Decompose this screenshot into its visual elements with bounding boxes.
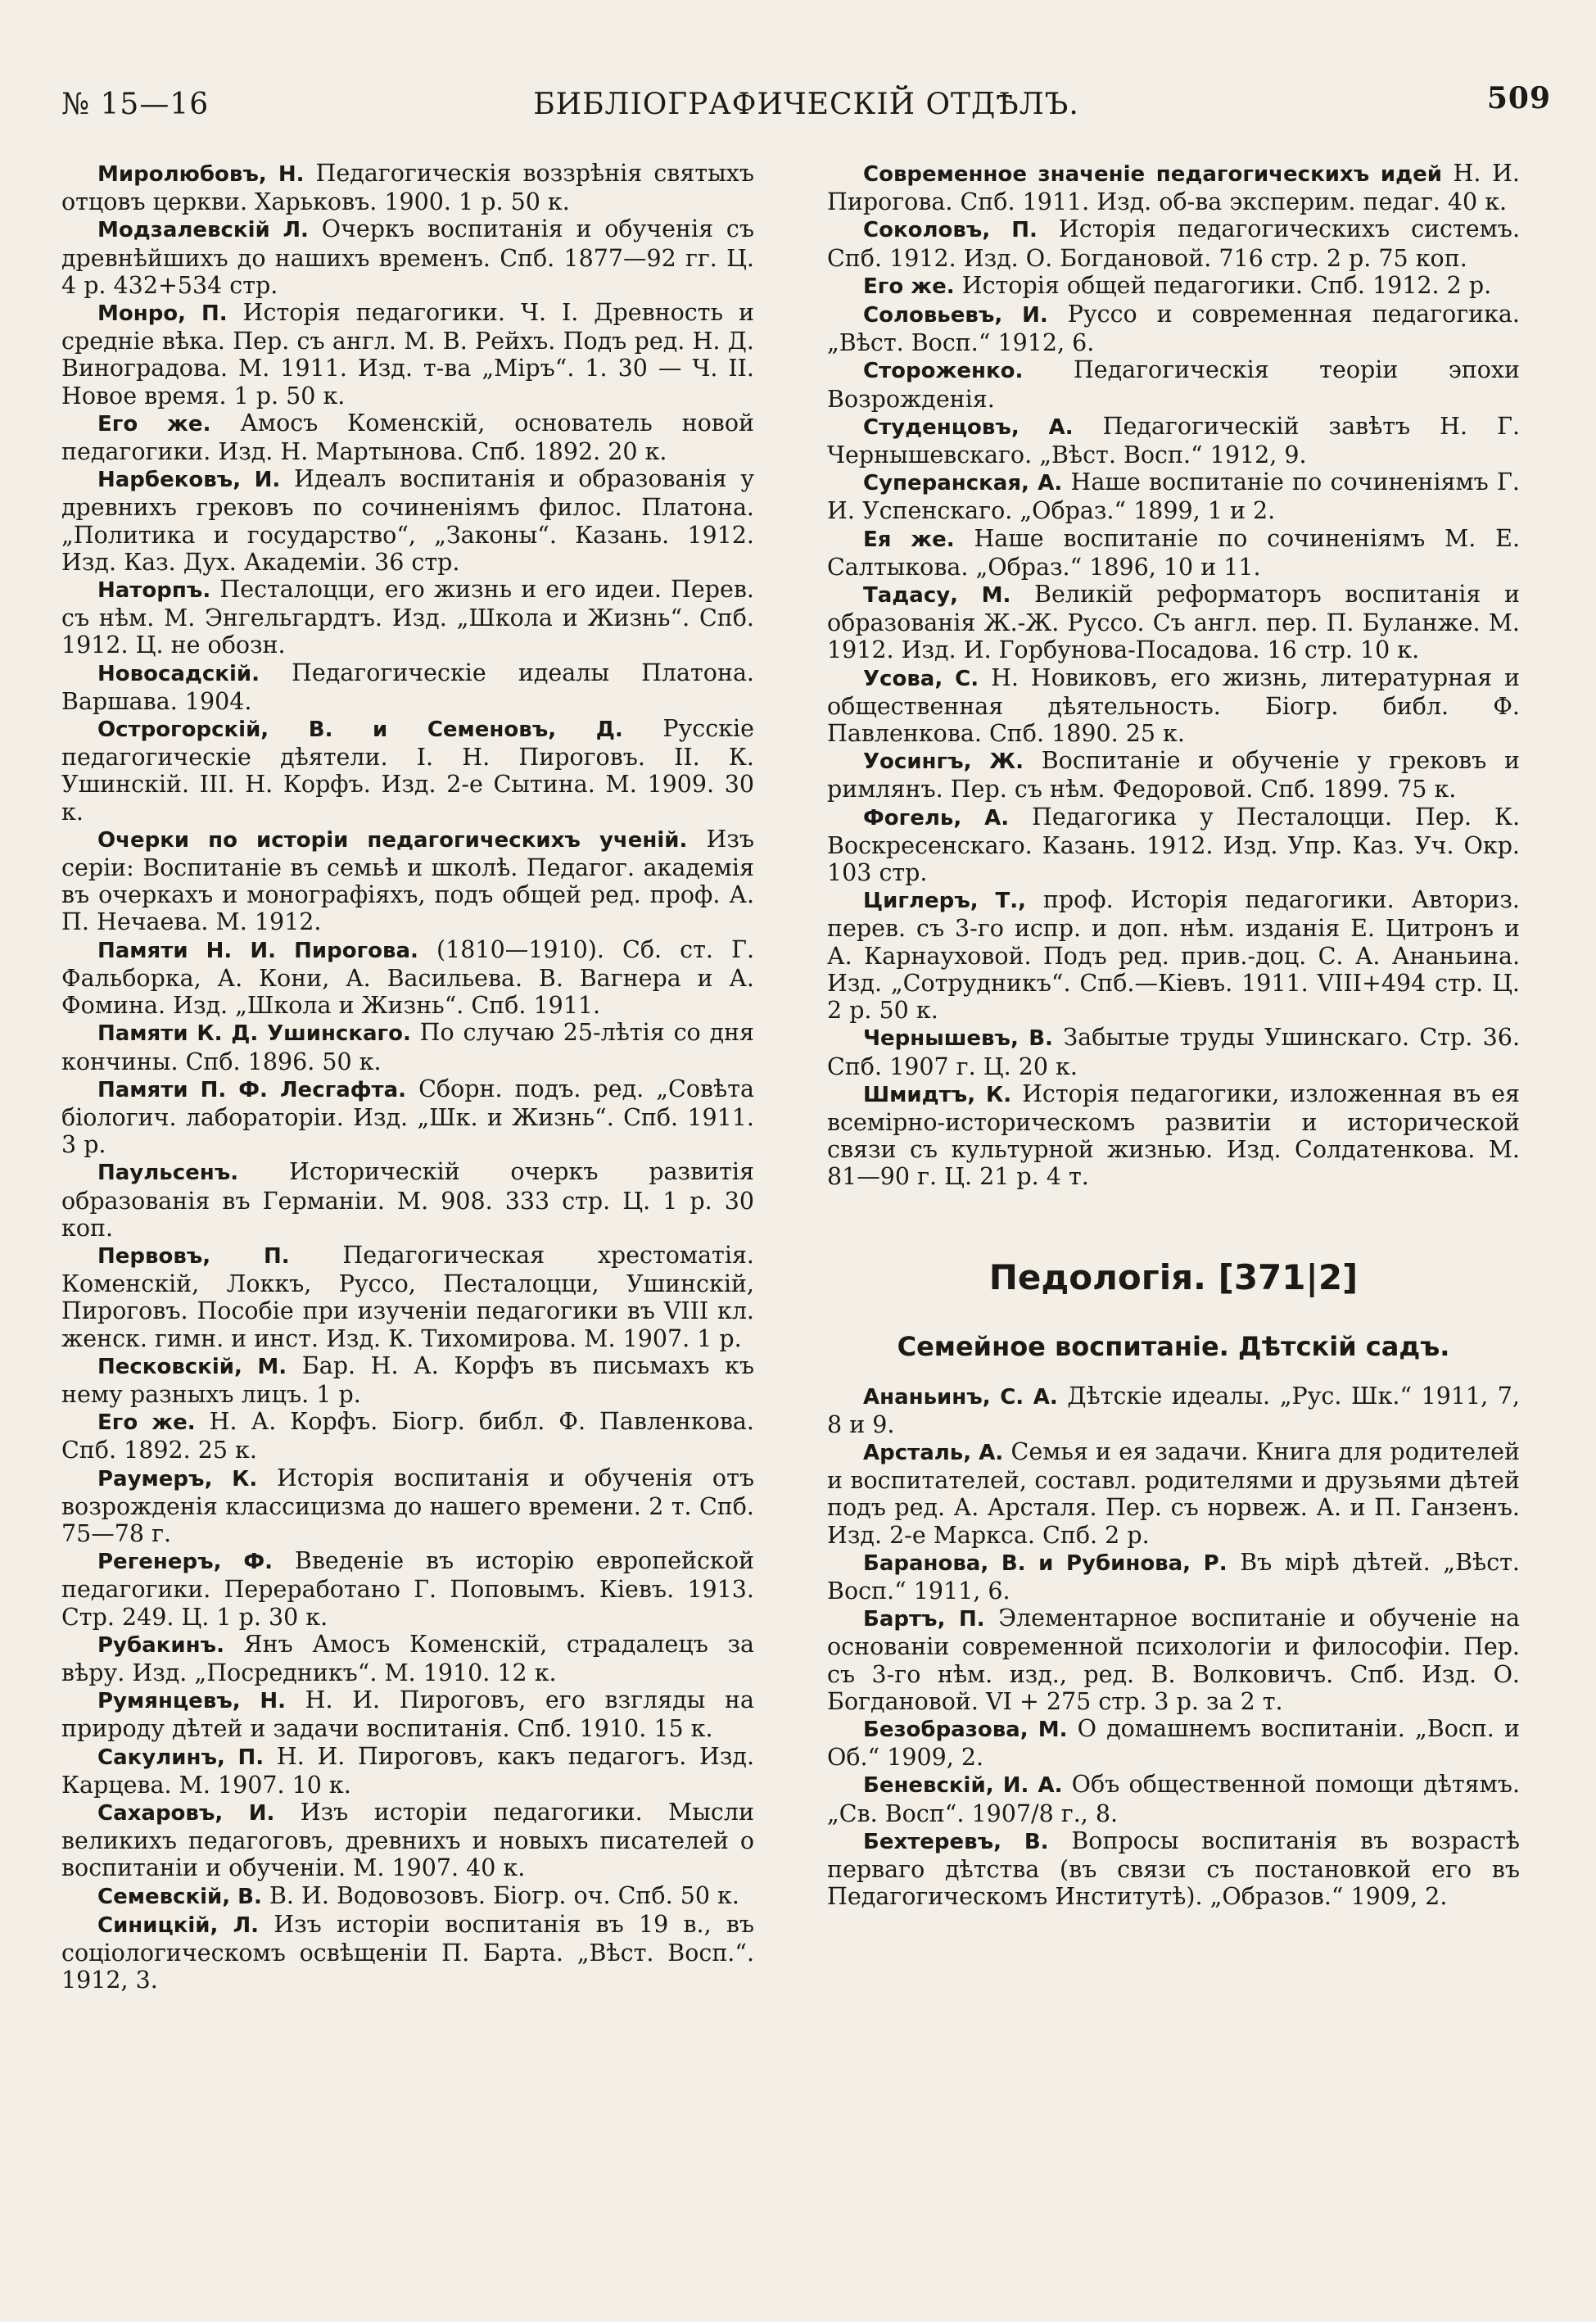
bibliography-entry bbox=[61, 1743, 754, 1799]
entry-author: Паульсенъ. bbox=[97, 1161, 239, 1186]
entry-author: Очерки по исторіи педагогическихъ ученій. bbox=[97, 827, 688, 853]
bibliography-entry bbox=[827, 1383, 1520, 1438]
bibliography-entry bbox=[61, 1352, 754, 1408]
bibliography-entry bbox=[827, 664, 1520, 748]
bibliography-entry bbox=[61, 1547, 754, 1631]
bibliography-entry bbox=[827, 215, 1520, 271]
entry-text: Изъ серіи: Воспитаніе въ семьѣ и школѣ. Педагог. академія въ очеркахъ и монографіяхъ, подъ общей ред. проф. А. П. Нечаева. М. 1912. bbox=[61, 825, 754, 936]
entry-text: В. И. Водовозовъ. Біогр. оч. Спб. 50 к. bbox=[269, 1881, 739, 1909]
entry-author: Ея же. bbox=[863, 527, 955, 552]
entry-author: Арсталь, А. bbox=[863, 1440, 1004, 1465]
bibliography-entry bbox=[827, 301, 1520, 356]
entry-text: Педагогика у Песталоцци. Пер. К. Воскресенскаго. Казань. 1912. Изд. Упр. Каз. Уч. Окр. 103 стр. bbox=[827, 803, 1521, 887]
entry-author: Монро, П. bbox=[97, 301, 228, 327]
bibliography-entry bbox=[61, 299, 754, 410]
bibliography-entry bbox=[61, 576, 754, 659]
entry-text: Семья и ея задачи. Книга для родителей и воспитателей, составл. родителями и друзьями дѣтей подъ ред. А. Арсталя. Пер. съ норвеж. А. и П. Ганзенъ. Изд. 2-е Маркса. Спб. 2 р. bbox=[827, 1437, 1521, 1549]
entry-author: Тадасу, М. bbox=[863, 583, 1011, 609]
entry-author: Фогель, А. bbox=[863, 805, 1010, 831]
entry-text: Н. А. Корфъ. Біогр. библ. Ф. Павленкова. Спб. 1892. 25 к. bbox=[61, 1408, 754, 1464]
bibliography-entry bbox=[61, 826, 754, 936]
bibliography-entry bbox=[61, 1686, 754, 1742]
entry-text: Введеніе въ исторію европейской педагогики. Переработано Г. Поповымъ. Кіевъ. 1913. Стр. 249. Ц. 1 р. 30 к. bbox=[61, 1547, 754, 1631]
entry-text: Очеркъ воспитанія и обученія съ древнѣйшихъ до нашихъ временъ. Спб. 1877—92 гг. Ц. 4 р. 432+534 стр. bbox=[61, 215, 754, 299]
page-number: 509 bbox=[1486, 81, 1551, 115]
entry-text: Элементарное воспитаніе и обученіе на основаніи современной психологіи и философіи. Пер. съ 3-го нѣм. изд., ред. В. Волковичъ. Спб. Изд. О. Богдановой. VI + 275 стр. 3 р. за 2 т. bbox=[827, 1605, 1521, 1715]
bibliography-entry bbox=[827, 272, 1520, 301]
entry-author: Песковскій, М. bbox=[97, 1354, 287, 1379]
entry-author: Новосадскій. bbox=[97, 661, 260, 686]
entry-text: О домашнемъ воспитаніи. „Восп. и Об.“ 1909, 2. bbox=[827, 1714, 1520, 1772]
bibliography-entry bbox=[827, 803, 1520, 887]
page-header bbox=[61, 82, 1551, 128]
entry-author: Модзалевскій Л. bbox=[97, 218, 309, 243]
entry-author: Баранова, В. и Рубинова, Р. bbox=[863, 1550, 1228, 1576]
entry-author: Беневскій, И. А. bbox=[863, 1773, 1063, 1799]
entry-text: Въ мірѣ дѣтей. „Вѣст. Восп.“ 1911, 6. bbox=[827, 1548, 1520, 1605]
bibliography-entry bbox=[827, 1605, 1520, 1715]
entry-author: Регенеръ, Ф. bbox=[97, 1550, 274, 1575]
bibliography-entry bbox=[827, 1715, 1520, 1771]
left-column bbox=[61, 160, 754, 1994]
bibliography-entry bbox=[827, 1024, 1520, 1080]
entry-text: Н. И. Пироговъ, какъ педагогъ. Изд. Карцева. М. 1907. 10 к. bbox=[61, 1742, 755, 1799]
entry-text: Воспитаніе и обученіе у грековъ и римлянъ. Пер. съ нѣм. Федоровой. Спб. 1899. 75 к. bbox=[827, 747, 1520, 803]
bibliography-entry bbox=[61, 1075, 754, 1159]
entry-author: Соколовъ, П. bbox=[863, 218, 1038, 243]
entry-text: Педагогическія теоріи эпохи Возрожденія. bbox=[827, 356, 1521, 413]
bibliography-entry bbox=[61, 936, 754, 1020]
entry-text: Педагогическія воззрѣнія святыхъ отцовъ церкви. Харьковъ. 1900. 1 р. 50 к. bbox=[61, 160, 754, 216]
bibliography-entry bbox=[827, 886, 1520, 1024]
entry-text: Исторія общей педагогики. Спб. 1912. 2 р. bbox=[961, 271, 1492, 299]
entry-author: Миролюбовъ, Н. bbox=[97, 162, 305, 187]
entry-author: Шмидтъ, К. bbox=[863, 1082, 1012, 1107]
bibliography-entry bbox=[827, 581, 1520, 664]
entry-author: Соловьевъ, И. bbox=[863, 303, 1048, 328]
entry-author: Суперанская, А. bbox=[863, 471, 1063, 496]
entry-author: Памяти П. Ф. Лесгафта. bbox=[97, 1077, 407, 1102]
entry-author: Острогорскій, В. и Семеновъ, Д. bbox=[97, 717, 623, 743]
entry-text: Руссо и современная педагогика. „Вѣст. Восп.“ 1912, 6. bbox=[827, 301, 1520, 357]
entry-text: По случаю 25-лѣтія со дня кончины. Спб. 1896. 50 к. bbox=[61, 1019, 755, 1075]
bibliography-entry bbox=[61, 1631, 754, 1686]
bibliography-entry bbox=[61, 1408, 754, 1464]
entry-text: Изъ исторіи педагогики. Мысли великихъ педагоговъ, древнихъ и новыхъ писателей о воспитаніи и обученіи. М. 1907. 40 к. bbox=[61, 1798, 754, 1882]
entry-author: Усова, С. bbox=[863, 666, 979, 691]
bibliography-entry bbox=[827, 1438, 1520, 1549]
entry-text: Русскіе педагогическіе дѣятели. I. Н. Пироговъ. II. К. Ушинскій. III. Н. Корфъ. Изд. 2-е Сытина. М. 1909. 30 к. bbox=[61, 715, 754, 826]
bibliography-entry bbox=[827, 1080, 1520, 1191]
bibliography-entry bbox=[827, 747, 1520, 803]
section-title: Педологія. [371|2] bbox=[988, 1256, 1359, 1297]
bibliography-entry bbox=[827, 525, 1520, 581]
bibliography-entry bbox=[61, 1242, 754, 1352]
entry-text: Педагогическій завѣтъ Н. Г. Чернышевскаго. „Вѣст. Восп.“ 1912, 9. bbox=[827, 412, 1521, 469]
entry-author: Современное значеніе педагогическихъ идей bbox=[863, 162, 1442, 187]
bibliography-entry bbox=[827, 468, 1520, 524]
issue-number: № 15—16 bbox=[61, 88, 210, 121]
entry-text: Забытые труды Ушинскаго. Стр. 36. Спб. 1907 г. Ц. 20 к. bbox=[827, 1024, 1521, 1080]
entry-text: Наше воспитаніе по сочиненіямъ М. Е. Салтыкова. „Образ.“ 1896, 10 и 11. bbox=[827, 524, 1521, 581]
bibliography-entry bbox=[827, 1827, 1520, 1911]
entry-text: Исторія педагогическихъ системъ. Спб. 1912. Изд. О. Богдановой. 716 стр. 2 р. 75 коп. bbox=[827, 215, 1521, 272]
running-title: БИБЛІОГРАФИЧЕСКІЙ ОТДѢЛЪ. bbox=[533, 88, 1079, 121]
entry-text: Педагогическая хрестоматія. Коменскій, Локкъ, Руссо, Песталоцци, Ушинскій, Пироговъ. Пособіе при изученіи педагогики въ VIII кл. женск. гимн. и инст. Изд. К. Тихомирова. М. 1907. 1 р. bbox=[61, 1241, 754, 1352]
bibliography-entry bbox=[61, 1464, 754, 1548]
entry-author: Чернышевъ, В. bbox=[863, 1026, 1053, 1052]
entry-author: Сахаровъ, И. bbox=[97, 1800, 275, 1826]
entry-text: Исторія воспитанія и обученія отъ возрожденія классицизма до нашего времени. 2 т. Спб. 75—78 г. bbox=[61, 1464, 754, 1547]
entry-author: Безобразова, М. bbox=[863, 1717, 1068, 1742]
subsection-title: Семейное воспитаніе. Дѣтскій садъ. bbox=[897, 1330, 1450, 1362]
entry-text: Исторія педагогики. Ч. I. Древность и средніе вѣка. Пер. съ англ. М. В. Рейхъ. Подъ ред. Н. Д. Виноградова. М. 1911. Изд. т-ва „Міръ“. 1. 30 — Ч. II. Новое время. 1 р. 50 к. bbox=[61, 299, 754, 410]
entry-author: Его же. bbox=[97, 1410, 196, 1436]
entry-author: Нарбековъ, И. bbox=[97, 468, 281, 493]
right-column bbox=[827, 160, 1520, 1910]
bibliography-entry bbox=[827, 356, 1520, 412]
bibliography-entry bbox=[61, 1799, 754, 1882]
bibliography-entry bbox=[61, 1882, 754, 1911]
entry-text: Педагогическіе идеалы Платона. Варшава. 1904. bbox=[61, 659, 754, 715]
entry-author: Рубакинъ. bbox=[97, 1632, 224, 1658]
entry-text: Н. Новиковъ, его жизнь, литературная и общественная дѣятельность. Біогр. библ. Ф. Павленкова. Спб. 1890. 25 к. bbox=[827, 663, 1520, 748]
bibliography-entry bbox=[827, 413, 1520, 468]
entry-author: Памяти Н. И. Пирогова. bbox=[97, 938, 418, 963]
entry-author: Первовъ, П. bbox=[97, 1243, 290, 1269]
entry-author: Семевскій, В. bbox=[97, 1884, 262, 1909]
entry-author: Бехтеревъ, В. bbox=[863, 1829, 1049, 1854]
entry-text: Бар. Н. А. Корфъ въ письмахъ къ нему разныхъ лицъ. 1 р. bbox=[61, 1351, 754, 1408]
bibliography-entry bbox=[61, 1158, 754, 1242]
entry-text: Историческій очеркъ развитія образованія въ Германіи. М. 908. 333 стр. Ц. 1 р. 30 коп. bbox=[61, 1158, 754, 1242]
bibliography-entry bbox=[61, 1911, 754, 1994]
entry-text: проф. Исторія педагогики. Авториз. перев. съ 3-го испр. и доп. нѣм. изданія Е. Цитронъ и А. Карнауховой. Подъ ред. прив.-доц. С. А. Ананьина. Изд. „Сотрудникъ“. Спб.—Кіевъ. 1911. VIII+494 стр. Ц. 2 р. 50 к. bbox=[827, 886, 1520, 1025]
entry-text: Великій реформаторъ воспитанія и образованія Ж.-Ж. Руссо. Съ англ. пер. П. Буланже. М. 1912. Изд. И. Горбунова-Посадова. 16 стр. 10 к. bbox=[827, 581, 1520, 664]
entry-author: Румянцевъ, Н. bbox=[97, 1689, 286, 1714]
bibliography-entry bbox=[827, 160, 1520, 215]
bibliography-entry bbox=[827, 1549, 1520, 1605]
entry-text: Н. И. Пироговъ, его взгляды на природу дѣтей и задачи воспитанія. Спб. 1910. 15 к. bbox=[61, 1686, 754, 1743]
entry-text: Объ общественной помощи дѣтямъ. „Св. Восп“. 1907/8 г., 8. bbox=[827, 1771, 1521, 1827]
entry-author: Его же. bbox=[97, 411, 211, 437]
entry-author: Раумеръ, К. bbox=[97, 1466, 258, 1491]
section-entries bbox=[827, 1383, 1520, 1911]
entry-author: Уосингъ, Ж. bbox=[863, 749, 1024, 775]
bibliography-entry bbox=[827, 1771, 1520, 1826]
entry-text: Изъ исторіи воспитанія въ 19 в., въ соціологическомъ освѣщеніи П. Барта. „Вѣст. Восп.“. 1912, 3. bbox=[61, 1910, 755, 1994]
entry-author: Его же. bbox=[863, 274, 955, 299]
entry-text: (1810—1910). Сб. ст. Г. Фальборка, А. Кони, А. Васильева. В. Вагнера и А. Фомина. Изд. „Школа и Жизнь“. Спб. 1911. bbox=[61, 935, 754, 1020]
entry-author: Синицкій, Л. bbox=[97, 1912, 260, 1938]
right-column-entries bbox=[827, 160, 1520, 1191]
bibliography-entry bbox=[61, 1019, 754, 1075]
entry-author: Стороженко. bbox=[863, 359, 1024, 384]
entry-text: Исторія педагогики, изложенная въ ея всемірно-историческомъ развитіи и исторической связи съ культурной жизнью. Изд. Солдатенкова. М. 81—90 г. Ц. 21 р. 4 т. bbox=[827, 1080, 1520, 1191]
entry-text: Сборн. подъ. ред. „Совѣта біологич. лабораторіи. Изд. „Шк. и Жизнь“. Спб. 1911. 3 р. bbox=[61, 1075, 754, 1159]
entry-text: Н. И. Пирогова. Спб. 1911. Изд. об-ва эксперим. педаг. 40 к. bbox=[827, 160, 1520, 216]
bibliography-entry bbox=[61, 160, 754, 215]
entry-author: Памяти К. Д. Ушинскаго. bbox=[97, 1021, 411, 1047]
bibliography-entry bbox=[61, 410, 754, 465]
bibliography-entry bbox=[61, 659, 754, 715]
entry-text: Вопросы воспитанія въ возрастѣ перваго дѣтства (въ связи съ постановкой его въ Педагогическомъ Институтѣ). „Образов.“ 1909, 2. bbox=[827, 1826, 1520, 1911]
entry-author: Наторпъ. bbox=[97, 578, 211, 604]
entry-author: Сакулинъ, П. bbox=[97, 1745, 264, 1770]
entry-author: Бартъ, П. bbox=[863, 1607, 985, 1632]
entry-text: Амосъ Коменскій, основатель новой педагогики. Изд. Н. Мартынова. Спб. 1892. 20 к. bbox=[61, 409, 754, 466]
bibliography-entry bbox=[61, 215, 754, 299]
bibliography-entry bbox=[61, 715, 754, 826]
entry-text: Идеалъ воспитанія и образованія у древнихъ грековъ по сочиненіямъ филос. Платона. „Политика и государство“, „Законы“. Казань. 1912. Изд. Каз. Дух. Академіи. 36 стр. bbox=[61, 465, 754, 576]
entry-author: Циглеръ, Т., bbox=[863, 889, 1026, 914]
entry-text: Янъ Амосъ Коменскій, страдалецъ за вѣру. Изд. „Посредникъ“. М. 1910. 12 к. bbox=[61, 1630, 755, 1686]
entry-author: Студенцовъ, А. bbox=[863, 414, 1074, 440]
bibliography-entry bbox=[61, 465, 754, 576]
entry-text: Наше воспитаніе по сочиненіямъ Г. И. Успенскаго. „Образ.“ 1899, 1 и 2. bbox=[827, 468, 1520, 525]
entry-text: Песталоцци, его жизнь и его идеи. Перев. съ нѣм. М. Энгельгардтъ. Изд. „Школа и Жизнь“. Спб. 1912. Ц. не обозн. bbox=[61, 576, 754, 659]
entry-text: Дѣтскіе идеалы. „Рус. Шк.“ 1911, 7, 8 и 9. bbox=[827, 1382, 1520, 1438]
entry-author: Ананьинъ, С. А. bbox=[863, 1384, 1058, 1410]
